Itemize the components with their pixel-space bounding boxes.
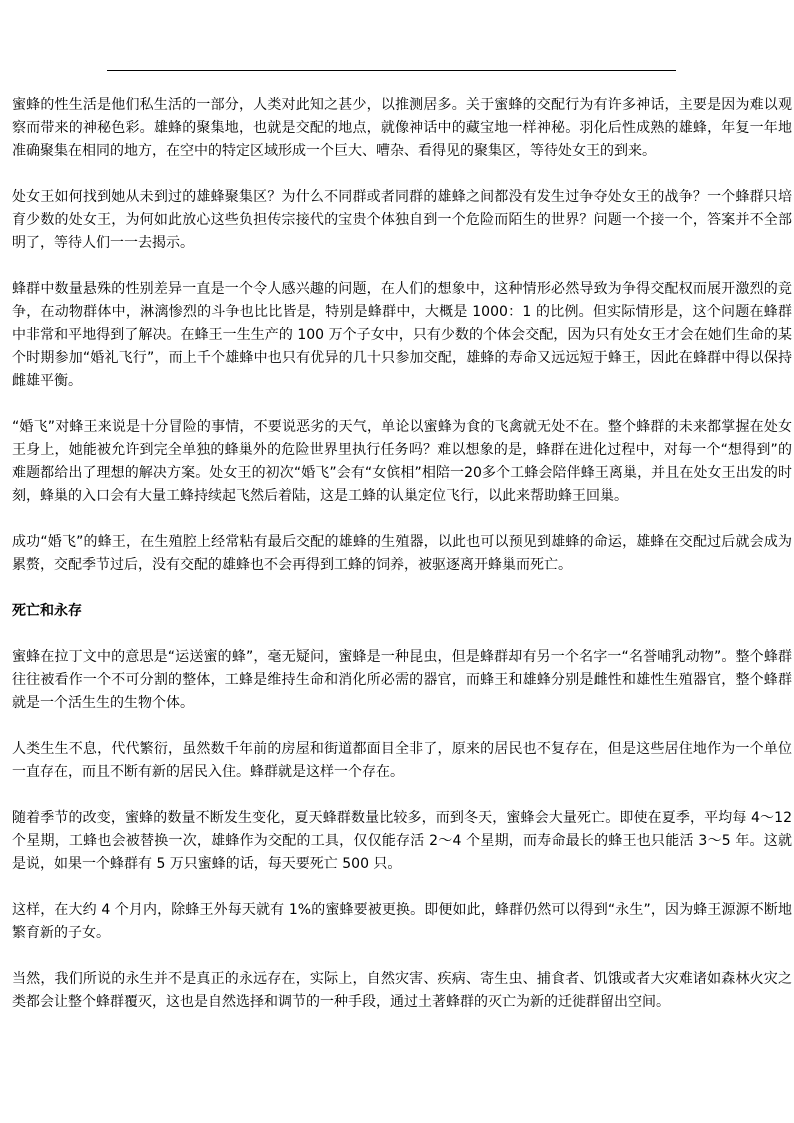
paragraph: 这样，在大约 4 个月内，除蜂王外每天就有 1%的蜜蜂要被更换。即便如此，蜂群仍然可以得到“永生”，因为蜂王源源不断地繁育新的子女。 (12, 902, 792, 941)
paragraph: 蜜蜂在拉丁文中的意思是“运送蜜的蜂”，毫无疑问，蜜蜂是一种昆虫，但是蜂群却有另一个名字一“名誉哺乳动物”。整个蜂群往往被看作一个不可分割的整体，工蜂是维持生命和消化所必需的器官，而蜂王和雄蜂分别是雌性和雄性生殖器官，整个蜂群就是一个活生生的生物个体。 (12, 649, 792, 711)
section-heading: 死亡和永存 (12, 603, 82, 619)
paragraph: “婚飞”对蜂王来说是十分冒险的事情，不要说恶劣的天气，单论以蜜蜂为食的飞禽就无处不在。整个蜂群的未来都掌握在处女王身上，她能被允许到完全单独的蜂巢外的危险世界里执行任务吗？难以想象的是，蜂群在进化过程中，对每一个“想得到”的难题都给出了理想的解决方案。处女王的初次“婚飞”会有“女傧相”相陪一20多个工蜂会陪伴蜂王离巢，并且在处女王出发的时刻，蜂巢的入口会有大量工蜂持续起飞然后着陆，这是工蜂的认巢定位飞行，以此来帮助蜂王回巢。 (12, 419, 792, 504)
paragraph: 成功“婚飞”的蜂王，在生殖腔上经常粘有最后交配的雄蜂的生殖器，以此也可以预见到雄蜂的命运，雄蜂在交配过后就会成为累赘，交配季节过后，没有交配的雄蜂也不会再得到工蜂的饲养，被驱逐离开蜂巢而死亡。 (12, 534, 792, 573)
paragraph: 处女王如何找到她从未到过的雄蜂聚集区？为什么不同群或者同群的雄蜂之间都没有发生过争夺处女王的战争？一个蜂群只培育少数的处女王，为何如此放心这些负担传宗接代的宝贵个体独自到一个危险而陌生的世界？问题一个接一个，答案并不全部明了，等待人们一一去揭示。 (12, 189, 792, 251)
paragraph: 当然，我们所说的永生并不是真正的永远存在，实际上，自然灾害、疾病、寄生虫、捕食者、饥饿或者大灾难诸如森林火灾之类都会让整个蜂群覆灭，这也是自然选择和调节的一种手段，通过土著蜂群的灭亡为新的迁徙群留出空间。 (12, 971, 792, 1010)
paragraph: 人类生生不息，代代繁衍，虽然数千年前的房屋和街道都面目全非了，原来的居民也不复存在，但是这些居住地作为一个单位一直存在，而且不断有新的居民入住。蜂群就是这样一个存在。 (12, 741, 792, 780)
paragraph: 蜂群中数量悬殊的性别差异一直是一个令人感兴趣的问题，在人们的想象中，这种情形必然导致为争得交配权而展开激烈的竞争，在动物群体中，淋漓惨烈的斗争也比比皆是，特别是蜂群中，大概是 1000：1 的比例。但实际情形是，这个问题在蜂群中非常和平地得到了解决。在蜂王一生生产的 100 万个子女中，只有少数的个体会交配，因为只有处女王才会在她们生命的某个时期参加“婚礼飞行”，而上千个雄蜂中也只有优异的几十只参加交配，雄蜂的寿命又远远短于蜂王，因此在蜂群中得以保持雌雄平衡。 (12, 281, 792, 389)
document-body (12, 94, 792, 1014)
header-rule (107, 70, 676, 71)
paragraph: 随着季节的改变，蜜蜂的数量不断发生变化，夏天蜂群数量比较多，而到冬天，蜜蜂会大量死亡。即使在夏季，平均每 4～12 个星期，工蜂也会被替换一次，雄蜂作为交配的工具，仅仅能存活 2～4 个星期，而寿命最长的蜂王也只能活 3～5 年。这就是说，如果一个蜂群有 5 万只蜜蜂的话，每天要死亡 500 只。 (12, 810, 792, 872)
paragraph: 蜜蜂的性生活是他们私生活的一部分，人类对此知之甚少，以推测居多。关于蜜蜂的交配行为有许多神话，主要是因为难以观察而带来的神秘色彩。雄蜂的聚集地，也就是交配的地点，就像神话中的藏宝地一样神秘。羽化后性成熟的雄蜂，年复一年地准确聚集在相同的地方，在空中的特定区域形成一个巨大、嘈杂、看得见的聚集区，等待处女王的到来。 (12, 97, 792, 159)
